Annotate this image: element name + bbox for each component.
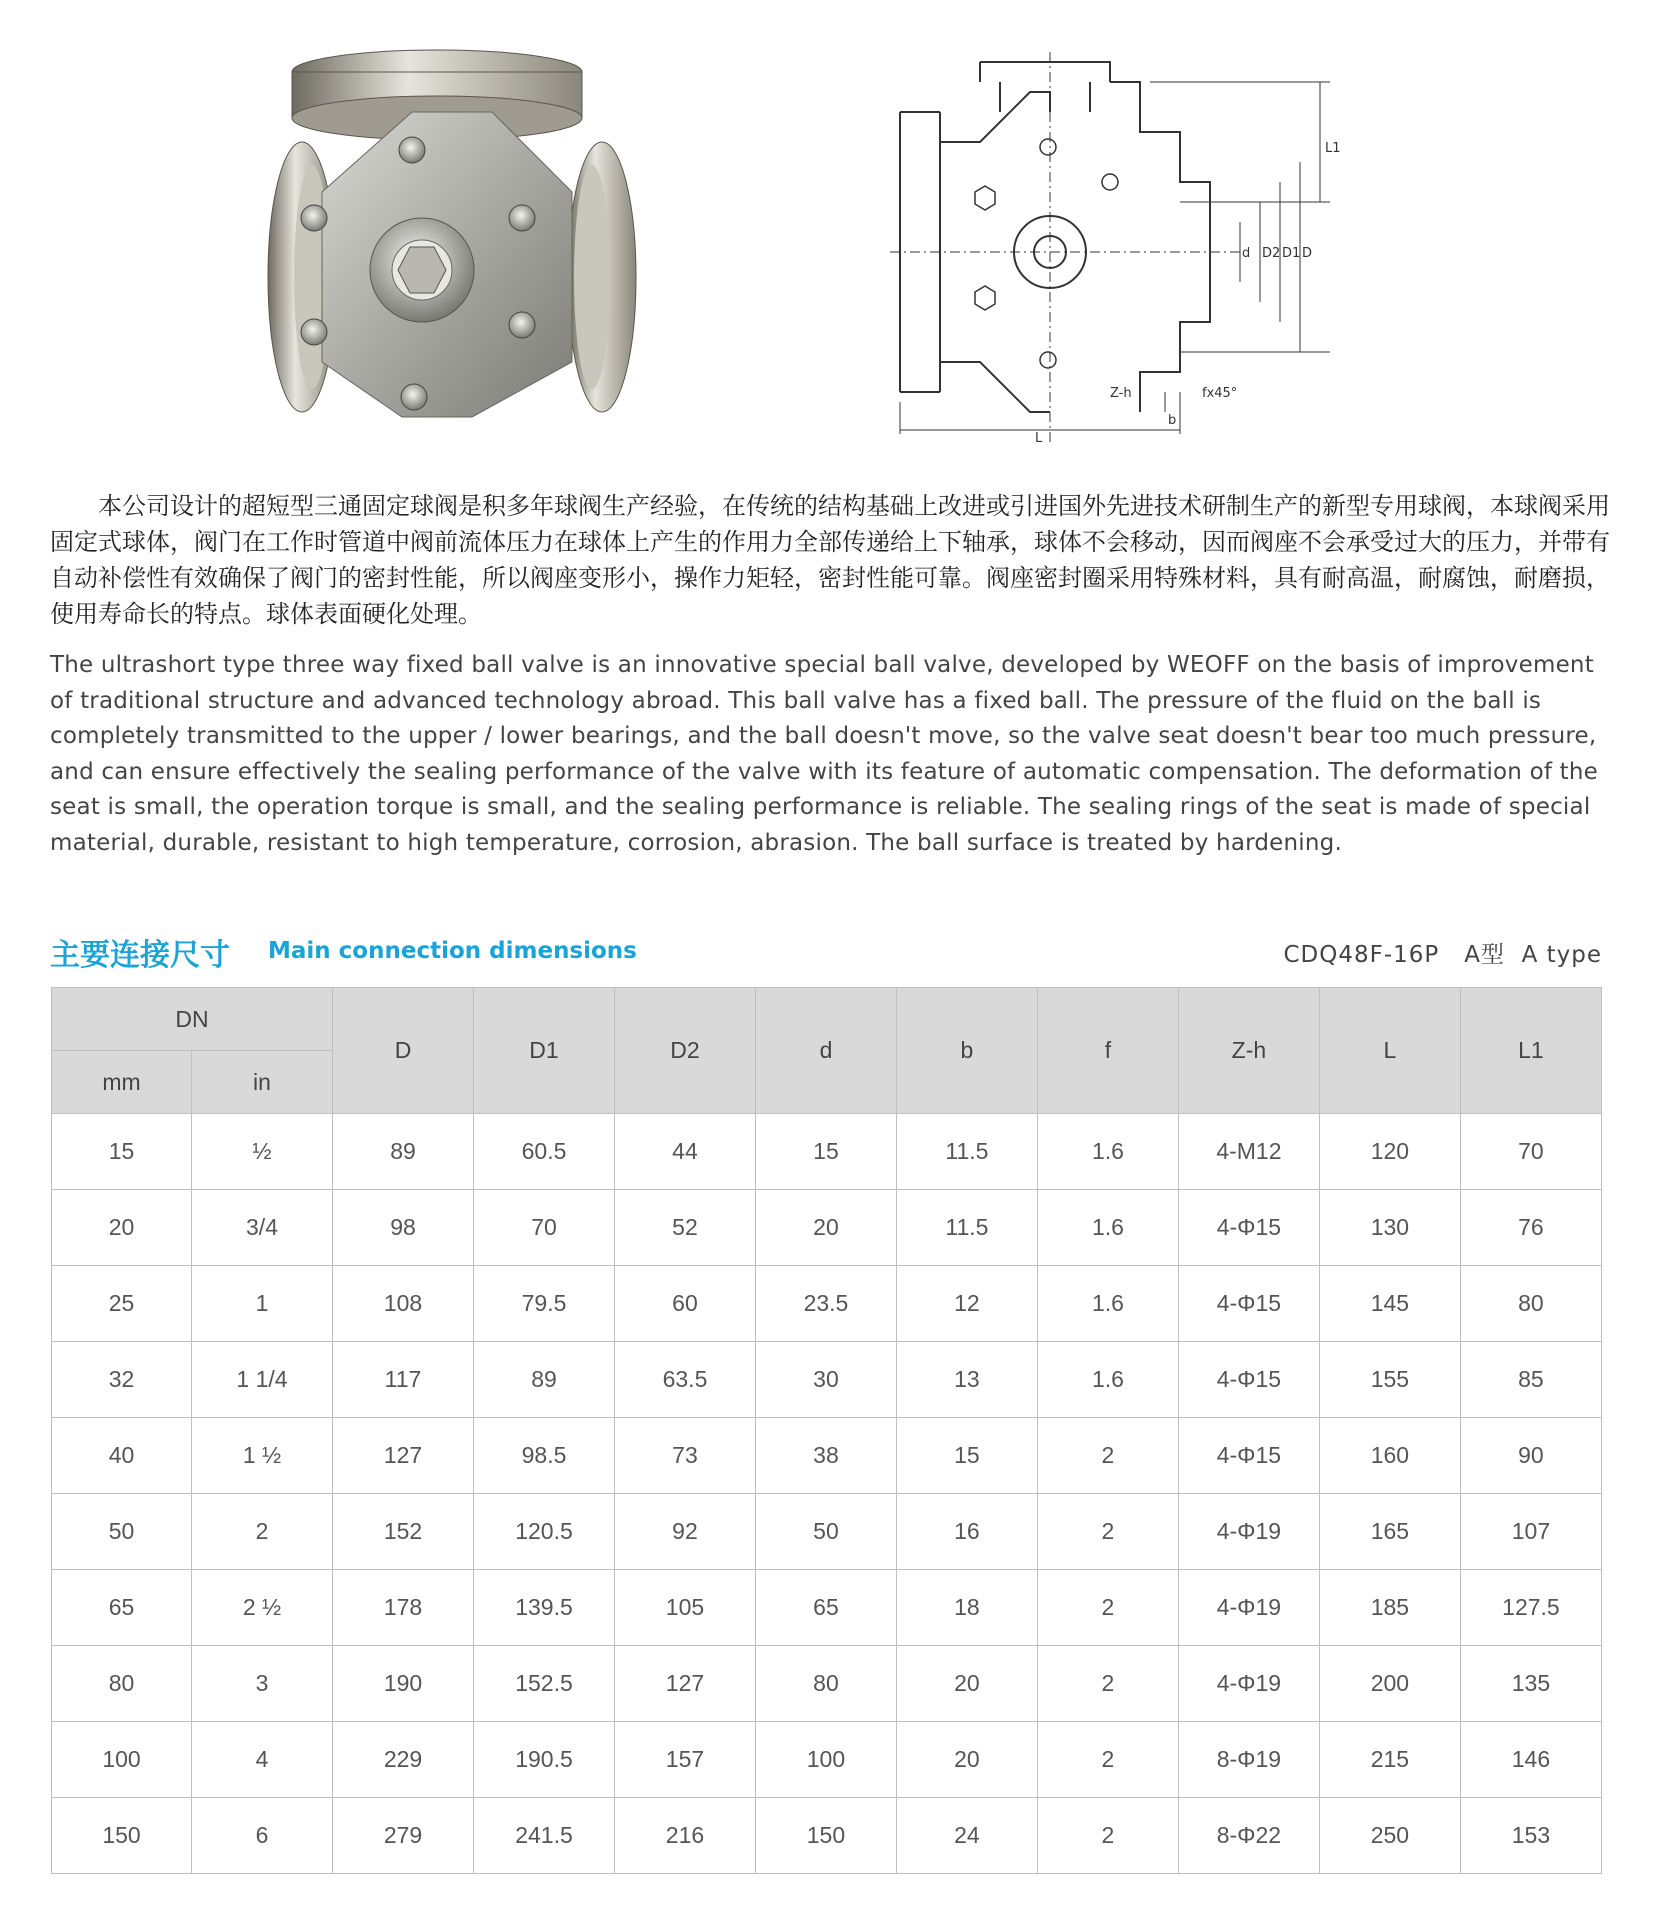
header-L: L [1319, 988, 1460, 1114]
cell: 12 [896, 1266, 1037, 1342]
cell: 89 [474, 1342, 615, 1418]
valve-photo [262, 42, 648, 442]
table-row [52, 1570, 1602, 1646]
cell: 1 1/4 [192, 1342, 333, 1418]
cell: 150 [755, 1798, 896, 1874]
cell: 50 [52, 1494, 192, 1570]
cell: 100 [52, 1722, 192, 1798]
cell: 85 [1460, 1342, 1601, 1418]
description-cn: 本公司设计的超短型三通固定球阀是积多年球阀生产经验，在传统的结构基础上改进或引进国外先进技术研制生产的新型专用球阀，本球阀采用固定式球体，阀门在工作时管道中阀前流体压力在球体上产生的作用力全部传递给上下轴承，球体不会移动，因而阀座不会承受过大的压力，并带有自动补偿性有效确保了阀门的密封性能，所以阀座变形小，操作力矩轻，密封性能可靠。阀座密封圈采用特殊材料，具有耐高温，耐腐蚀，耐磨损，使用寿命长的特点。球体表面硬化处理。 [50, 492, 1610, 628]
cell: 2 [1037, 1646, 1178, 1722]
cell: 165 [1319, 1494, 1460, 1570]
cell: 76 [1460, 1190, 1601, 1266]
cell: 100 [755, 1722, 896, 1798]
cell: 11.5 [896, 1114, 1037, 1190]
cell: 63.5 [614, 1342, 755, 1418]
cell: 1.6 [1037, 1114, 1178, 1190]
cell: 11.5 [896, 1190, 1037, 1266]
cell: 20 [896, 1722, 1037, 1798]
cell: 2 [1037, 1798, 1178, 1874]
drawing-label-D2: D2 [1262, 246, 1281, 261]
cell: 178 [333, 1570, 474, 1646]
cell: 20 [755, 1190, 896, 1266]
drawing-label-d: d [1242, 246, 1251, 261]
cell: 3 [192, 1646, 333, 1722]
cell: 65 [755, 1570, 896, 1646]
cell: 2 [192, 1494, 333, 1570]
cell: 241.5 [474, 1798, 615, 1874]
header-d: d [755, 988, 896, 1114]
header-b: b [896, 988, 1037, 1114]
header-in: in [192, 1051, 333, 1114]
cell: 60 [614, 1266, 755, 1342]
cell: 150 [52, 1798, 192, 1874]
cell: 2 ½ [192, 1570, 333, 1646]
cell: 130 [1319, 1190, 1460, 1266]
cell: 4-M12 [1178, 1114, 1319, 1190]
table-row [52, 1190, 1602, 1266]
cell: 73 [614, 1418, 755, 1494]
cell: 120.5 [474, 1494, 615, 1570]
cell: 15 [755, 1114, 896, 1190]
cell: 98.5 [474, 1418, 615, 1494]
table-row [52, 1418, 1602, 1494]
table-row [52, 1114, 1602, 1190]
table-row [52, 1494, 1602, 1570]
cell: 135 [1460, 1646, 1601, 1722]
header-L1: L1 [1460, 988, 1601, 1114]
cell: 190 [333, 1646, 474, 1722]
cell: 190.5 [474, 1722, 615, 1798]
cell: 65 [52, 1570, 192, 1646]
drawing-label-L1: L1 [1325, 141, 1341, 156]
model-code: CDQ48F-16P [1283, 942, 1440, 968]
header-D1: D1 [474, 988, 615, 1114]
cell: 32 [52, 1342, 192, 1418]
drawing-label-zh: Z-h [1110, 386, 1132, 401]
type-cn: A型 [1464, 942, 1505, 968]
cell: 80 [755, 1646, 896, 1722]
cell: 70 [474, 1190, 615, 1266]
cell: 1.6 [1037, 1190, 1178, 1266]
table-row [52, 1646, 1602, 1722]
description-en: The ultrashort type three way fixed ball valve is an innovative special ball valve, developed by WEOFF on the basis of improvement of traditional structure and advanced technology abroad. This ball valve has a fixed ball. The pressure of the fluid on the ball is completely transmitted to the upper / lower bearings, and the ball doesn't move, so the valve seat doesn't bear too much pressure, and can ensure effectively the sealing performance of the valve with its feature of automatic compensation. The deformation of the seat is small, the operation torque is small, and the sealing performance is reliable. The sealing rings of the seat is made of special material, durable, resistant to high temperature, corrosion, abrasion. The ball surface is treated by hardening. [50, 652, 1599, 856]
cell: 279 [333, 1798, 474, 1874]
cell: 117 [333, 1342, 474, 1418]
cell: 4-Φ15 [1178, 1266, 1319, 1342]
cell: 2 [1037, 1494, 1178, 1570]
cell: ½ [192, 1114, 333, 1190]
cell: 16 [896, 1494, 1037, 1570]
cell: 152.5 [474, 1646, 615, 1722]
cell: 185 [1319, 1570, 1460, 1646]
cell: 98 [333, 1190, 474, 1266]
cell: 40 [52, 1418, 192, 1494]
cell: 50 [755, 1494, 896, 1570]
cell: 152 [333, 1494, 474, 1570]
cell: 229 [333, 1722, 474, 1798]
cell: 8-Φ19 [1178, 1722, 1319, 1798]
cell: 4-Φ19 [1178, 1570, 1319, 1646]
cell: 107 [1460, 1494, 1601, 1570]
cell: 30 [755, 1342, 896, 1418]
cell: 1.6 [1037, 1266, 1178, 1342]
cell: 127.5 [1460, 1570, 1601, 1646]
cell: 108 [333, 1266, 474, 1342]
cell: 1.6 [1037, 1342, 1178, 1418]
cell: 146 [1460, 1722, 1601, 1798]
cell: 1 ½ [192, 1418, 333, 1494]
cell: 215 [1319, 1722, 1460, 1798]
cell: 4-Φ15 [1178, 1190, 1319, 1266]
cell: 4-Φ19 [1178, 1646, 1319, 1722]
cell: 2 [1037, 1722, 1178, 1798]
cell: 2 [1037, 1570, 1178, 1646]
header-D: D [333, 988, 474, 1114]
cell: 18 [896, 1570, 1037, 1646]
cell: 89 [333, 1114, 474, 1190]
cell: 145 [1319, 1266, 1460, 1342]
cell: 4-Φ19 [1178, 1494, 1319, 1570]
cell: 105 [614, 1570, 755, 1646]
cell: 1 [192, 1266, 333, 1342]
cell: 157 [614, 1722, 755, 1798]
table-body [52, 1114, 1602, 1874]
drawing-label-D1: D1 [1282, 246, 1301, 261]
cell: 153 [1460, 1798, 1601, 1874]
table-row [52, 1266, 1602, 1342]
cell: 216 [614, 1798, 755, 1874]
cell: 6 [192, 1798, 333, 1874]
cell: 4 [192, 1722, 333, 1798]
cell: 155 [1319, 1342, 1460, 1418]
cell: 79.5 [474, 1266, 615, 1342]
cell: 3/4 [192, 1190, 333, 1266]
cell: 200 [1319, 1646, 1460, 1722]
cell: 92 [614, 1494, 755, 1570]
drawing-label-b: b [1168, 413, 1177, 428]
header-D2: D2 [614, 988, 755, 1114]
cell: 60.5 [474, 1114, 615, 1190]
drawing-label-D: D [1302, 246, 1313, 261]
cell: 15 [896, 1418, 1037, 1494]
cell: 2 [1037, 1418, 1178, 1494]
cell: 15 [52, 1114, 192, 1190]
cell: 38 [755, 1418, 896, 1494]
cell: 20 [896, 1646, 1037, 1722]
header-f: f [1037, 988, 1178, 1114]
cell: 20 [52, 1190, 192, 1266]
header-zh: Z-h [1178, 988, 1319, 1114]
cell: 120 [1319, 1114, 1460, 1190]
cell: 160 [1319, 1418, 1460, 1494]
type-en: A type [1521, 942, 1602, 968]
cell: 250 [1319, 1798, 1460, 1874]
table-row [52, 1722, 1602, 1798]
cell: 13 [896, 1342, 1037, 1418]
cell: 23.5 [755, 1266, 896, 1342]
cell: 127 [614, 1646, 755, 1722]
table-row [52, 1342, 1602, 1418]
cell: 24 [896, 1798, 1037, 1874]
cell: 52 [614, 1190, 755, 1266]
cell: 4-Φ15 [1178, 1418, 1319, 1494]
cell: 90 [1460, 1418, 1601, 1494]
drawing-label-fx45: fx45° [1202, 386, 1238, 401]
table-row [52, 1798, 1602, 1874]
cell: 127 [333, 1418, 474, 1494]
drawing-label-L: L [1035, 431, 1043, 446]
cell: 80 [52, 1646, 192, 1722]
cell: 70 [1460, 1114, 1601, 1190]
model-label [1283, 936, 1602, 969]
header-dn: DN [52, 988, 333, 1051]
dimensions-table [51, 987, 1602, 1874]
header-mm: mm [52, 1051, 192, 1114]
cell: 8-Φ22 [1178, 1798, 1319, 1874]
cell: 25 [52, 1266, 192, 1342]
cell: 44 [614, 1114, 755, 1190]
section-title-cn: 主要连接尺寸 [50, 938, 230, 973]
cell: 139.5 [474, 1570, 615, 1646]
valve-drawing [880, 52, 1360, 452]
cell: 80 [1460, 1266, 1601, 1342]
cell: 4-Φ15 [1178, 1342, 1319, 1418]
section-title-en: Main connection dimensions [268, 938, 637, 964]
